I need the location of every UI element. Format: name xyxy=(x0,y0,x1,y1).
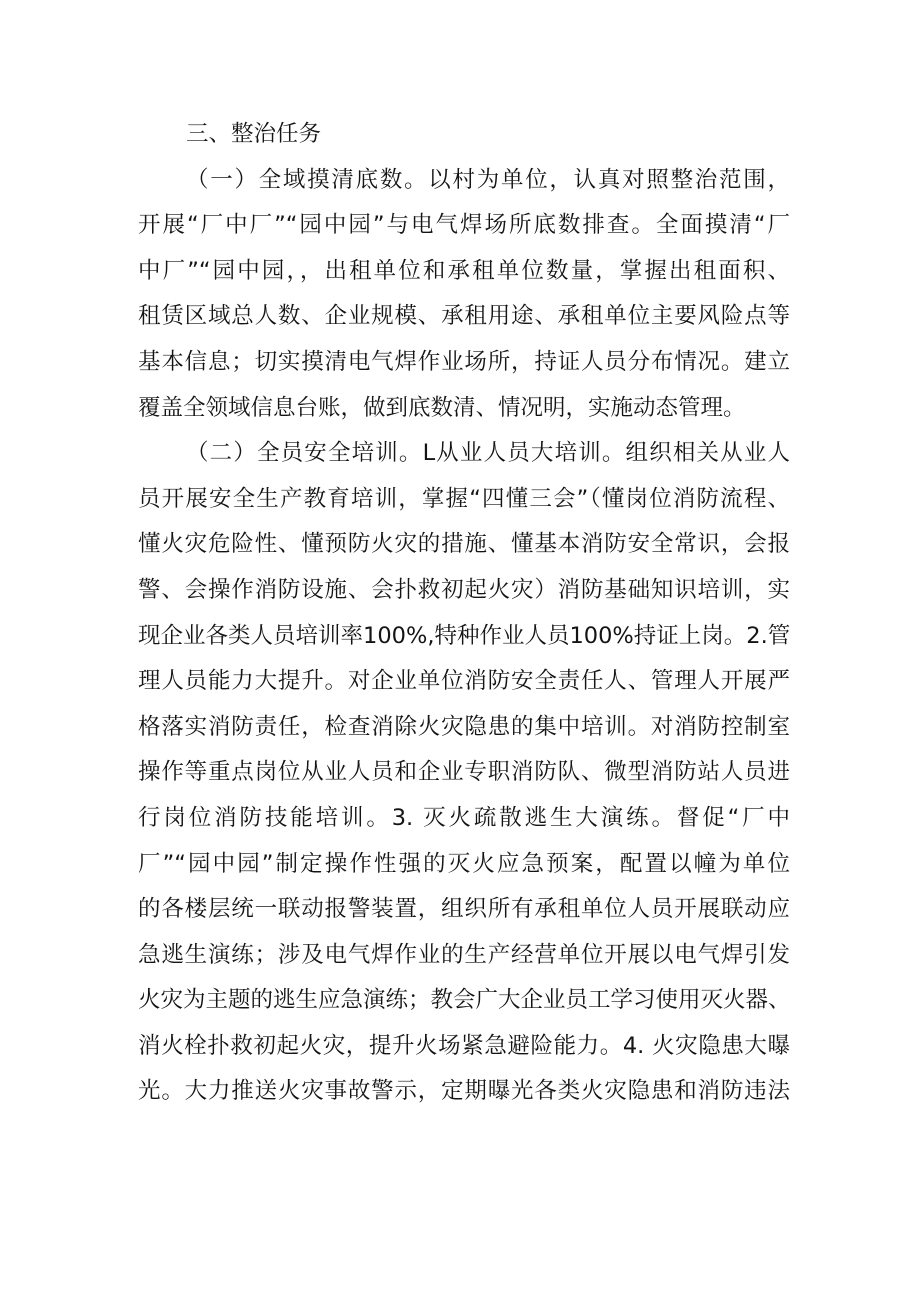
paragraph-line: 急逃生演练；涉及电气焊作业的生产经营单位开展以电气焊引发 xyxy=(138,941,790,968)
paragraph-line: 租赁区域总人数、企业规模、承租用途、承租单位主要风险点等 xyxy=(138,303,790,330)
paragraph-line: 理人员能力大提升。对企业单位消防安全责任人、管理人开展严 xyxy=(138,668,790,695)
paragraph-line: 员开展安全生产教育培训，掌握“四懂三会”（懂岗位消防流程、 xyxy=(138,485,790,512)
paragraph-line: 操作等重点岗位从业人员和企业专职消防队、微型消防站人员进 xyxy=(138,759,790,786)
paragraph-line: 懂火灾危险性、懂预防火灾的措施、懂基本消防安全常识，会报 xyxy=(138,531,790,558)
paragraph-line: 行岗位消防技能培训。3. 灭火疏散逃生大演练。督促“厂中 xyxy=(138,804,790,831)
paragraph-line: 消火栓扑救初起火灾，提升火场紧急避险能力。4. 火灾隐患大曝 xyxy=(138,1032,790,1059)
paragraph-line: （二）全员安全培训。L从业人员大培训。组织相关从业人 xyxy=(186,440,790,467)
paragraph-line: 格落实消防责任，检查消除火灾隐患的集中培训。对消防控制室 xyxy=(138,713,790,740)
document-body xyxy=(138,112,790,1115)
paragraph-line: （一）全域摸清底数。以村为单位，认真对照整治范围， xyxy=(186,166,790,193)
paragraph-line: 基本信息；切实摸清电气焊作业场所，持证人员分布情况。建立 xyxy=(138,348,790,375)
paragraph-1 xyxy=(138,158,790,432)
paragraph-line: 光。大力推送火灾事故警示，定期曝光各类火灾隐患和消防违法 xyxy=(138,1078,790,1105)
paragraph-line: 的各楼层统一联动报警装置，组织所有承租单位人员开展联动应 xyxy=(138,896,790,923)
section-heading: 三、整治任务 xyxy=(186,121,322,147)
paragraph-line: 厂”“园中园”制定操作性强的灭火应急预案，配置以幢为单位 xyxy=(138,850,790,877)
paragraph-line: 火灾为主题的逃生应急演练；教会广大企业员工学习使用灭火器、 xyxy=(138,987,791,1014)
paragraph-2 xyxy=(138,431,790,1115)
paragraph-line: 覆盖全领域信息台账，做到底数清、情况明，实施动态管理。 xyxy=(138,394,746,421)
paragraph-line: 现企业各类人员培训率100%,特种作业人员100%持证上岗。2.管 xyxy=(138,622,791,649)
paragraph-line: 警、会操作消防设施、会扑救初起火灾）消防基础知识培训，实 xyxy=(138,576,790,603)
paragraph-line: 开展“厂中厂”“园中园”与电气焊场所底数排查。全面摸清“厂 xyxy=(138,212,790,239)
paragraph-line: 中厂”“园中园，，出租单位和承租单位数量，掌握出租面积、 xyxy=(138,257,790,284)
